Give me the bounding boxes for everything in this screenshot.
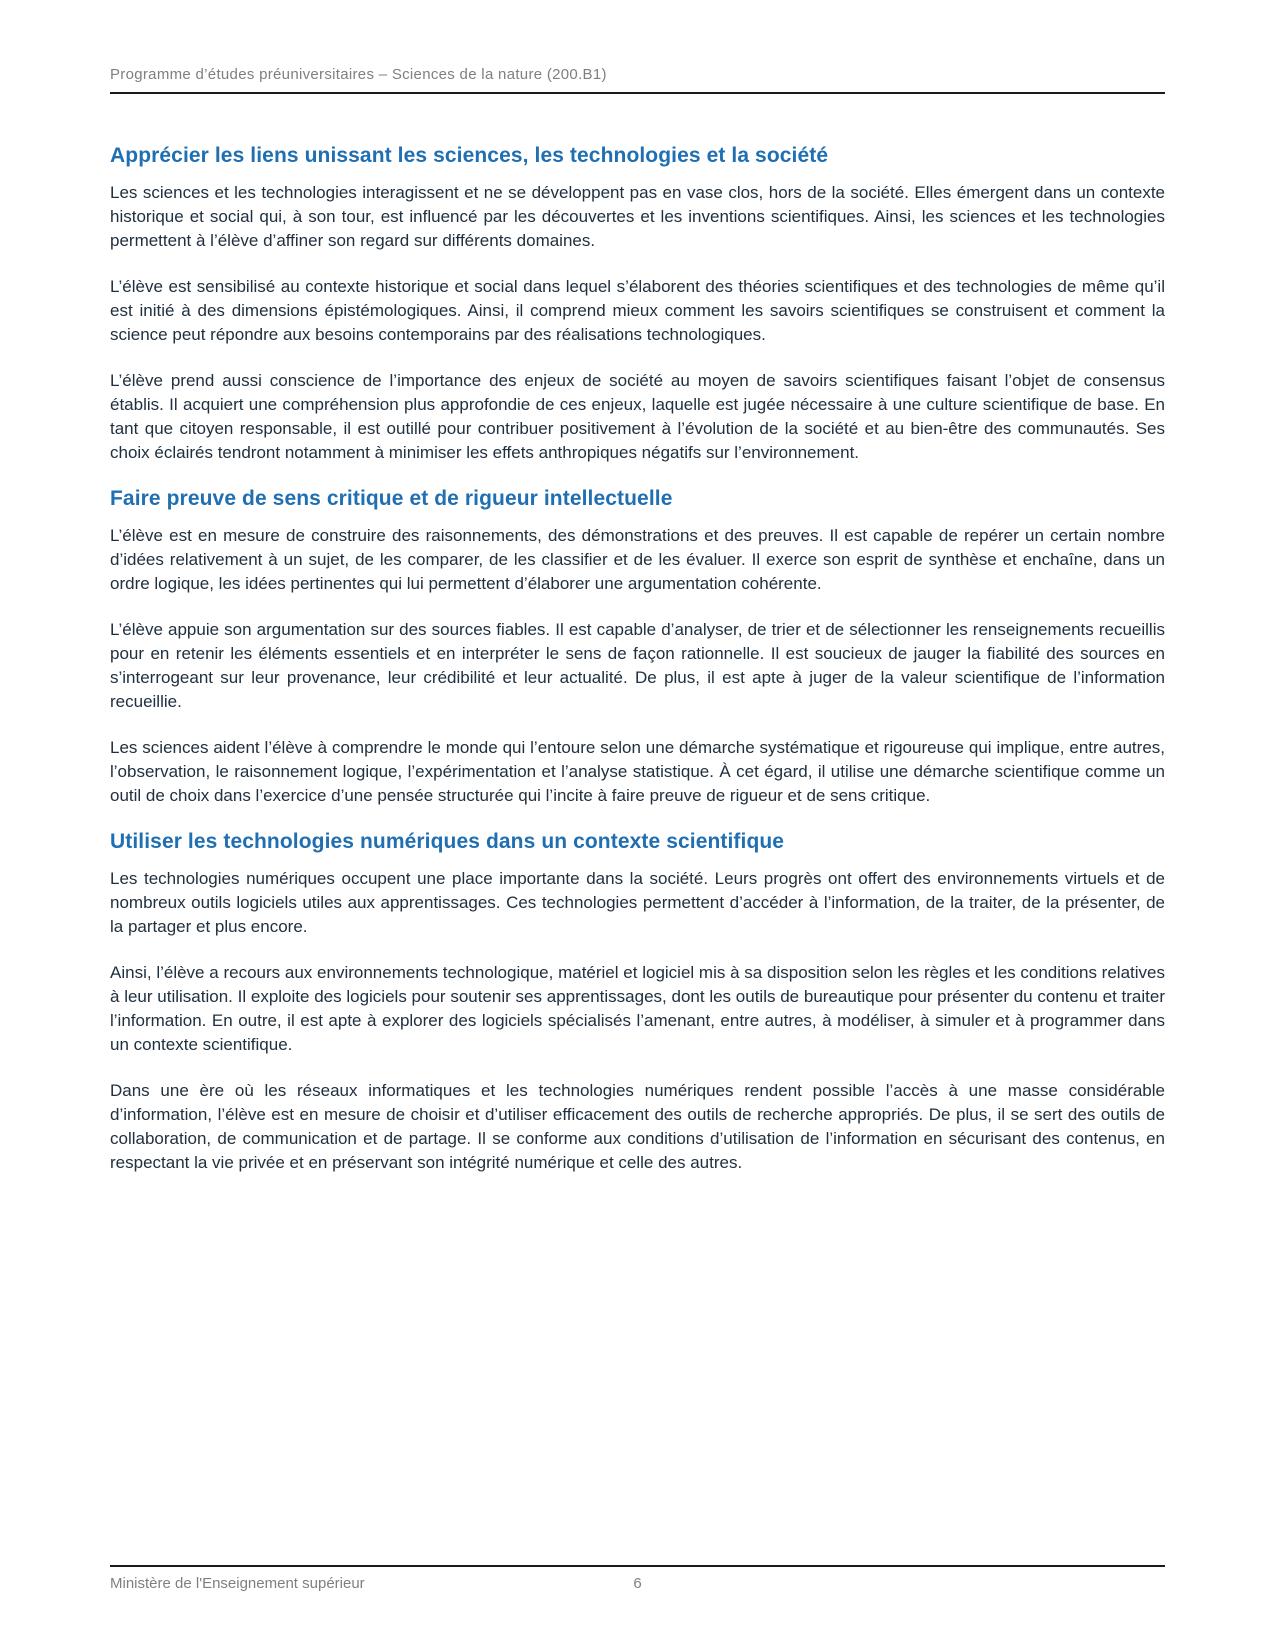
header-title: Programme d’études préuniversitaires – Sciences de la nature (200.B1)	[110, 66, 607, 83]
paragraph: Les sciences aident l’élève à comprendre le monde qui l’entoure selon une démarche systématique et rigoureuse qui implique, entre autres, l’observation, le raisonnement logique, l’expérimentation et l’analyse statistique. À cet égard, il utilise une démarche scientifique comme un outil de choix dans l’exercice d’une pensée structurée qui l’incite à faire preuve de rigueur et de sens critique.	[110, 738, 1165, 805]
document-content	[110, 94, 1165, 1175]
page-footer	[110, 1565, 1165, 1592]
paragraph: L’élève est sensibilisé au contexte historique et social dans lequel s’élaborent des théories scientifiques et des technologies de même qu’il est initié à des dimensions épistémologiques. Ainsi, il comprend mieux comment les savoirs scientifiques se construisent et comment la science peut répondre aux besoins contemporains par des réalisations technologiques.	[110, 277, 1165, 344]
paragraph: L’élève prend aussi conscience de l’importance des enjeux de société au moyen de savoirs scientifiques faisant l’objet de consensus établis. Il acquiert une compréhension plus approfondie de ces enjeux, laquelle est jugée nécessaire à une culture scientifique de base. En tant que citoyen responsable, il est outillé pour contribuer positivement à l’évolution de la société et au bien-être des communautés. Ses choix éclairés tendront notamment à minimiser les effets anthropiques négatifs sur l’environnement.	[110, 371, 1165, 462]
paragraph: Dans une ère où les réseaux informatiques et les technologies numériques rendent possible l’accès à une masse considérable d’information, l’élève est en mesure de choisir et d’utiliser efficacement des outils de recherche appropriés. De plus, il se sert des outils de collaboration, de communication et de partage. Il se conforme aux conditions d’utilisation de l’information en sécurisant des contenus, en respectant la vie privée et en préservant son intégrité numérique et celle des autres.	[110, 1081, 1165, 1172]
page-header	[110, 66, 1165, 94]
paragraph: L’élève est en mesure de construire des raisonnements, des démonstrations et des preuves. Il est capable de repérer un certain nombre d’idées relativement à un sujet, de les comparer, de les classifier et de les évaluer. Il exerce son esprit de synthèse et enchaîne, dans un ordre logique, les idées pertinentes qui lui permettent d’élaborer une argumentation cohérente.	[110, 526, 1165, 593]
paragraph: Ainsi, l’élève a recours aux environnements technologique, matériel et logiciel mis à sa disposition selon les règles et les conditions relatives à leur utilisation. Il exploite des logiciels pour soutenir ses apprentissages, dont les outils de bureautique pour présenter du contenu et traiter l’information. En outre, il est apte à explorer des logiciels spécialisés l’amenant, entre autres, à modéliser, à simuler et à programmer dans un contexte scientifique.	[110, 963, 1165, 1054]
section-technologies-numeriques	[110, 830, 1165, 1175]
section-sens-critique	[110, 487, 1165, 808]
paragraph: L’élève appuie son argumentation sur des sources fiables. Il est capable d’analyser, de trier et de sélectionner les renseignements recueillis pour en retenir les éléments essentiels et en interpréter le sens de façon rationnelle. Il est soucieux de jauger la fiabilité des sources en s’interrogeant sur leur provenance, leur crédibilité et leur actualité. De plus, il est apte à juger de la valeur scientifique de l’information recueillie.	[110, 620, 1165, 711]
paragraph: Les sciences et les technologies interagissent et ne se développent pas en vase clos, hors de la société. Elles émergent dans un contexte historique et social qui, à son tour, est influencé par les découvertes et les inventions scientifiques. Ainsi, les sciences et les technologies permettent à l’élève d’affiner son regard sur différents domaines.	[110, 183, 1165, 250]
footer-ministry-label: Ministère de l'Enseignement supérieur	[110, 1575, 365, 1592]
section-sciences-technologies-societe	[110, 144, 1165, 465]
section-heading: Utiliser les technologies numériques dans un contexte scientifique	[110, 830, 785, 853]
paragraph: Les technologies numériques occupent une place importante dans la société. Leurs progrès ont offert des environnements virtuels et de nombreux outils logiciels utiles aux apprentissages. Ces technologies permettent d’accéder à l’information, de la traiter, de la présenter, de la partager et plus encore.	[110, 869, 1165, 936]
section-heading: Apprécier les liens unissant les sciences, les technologies et la société	[110, 144, 829, 167]
section-heading: Faire preuve de sens critique et de rigueur intellectuelle	[110, 487, 673, 510]
footer-page-number: 6	[633, 1575, 642, 1592]
